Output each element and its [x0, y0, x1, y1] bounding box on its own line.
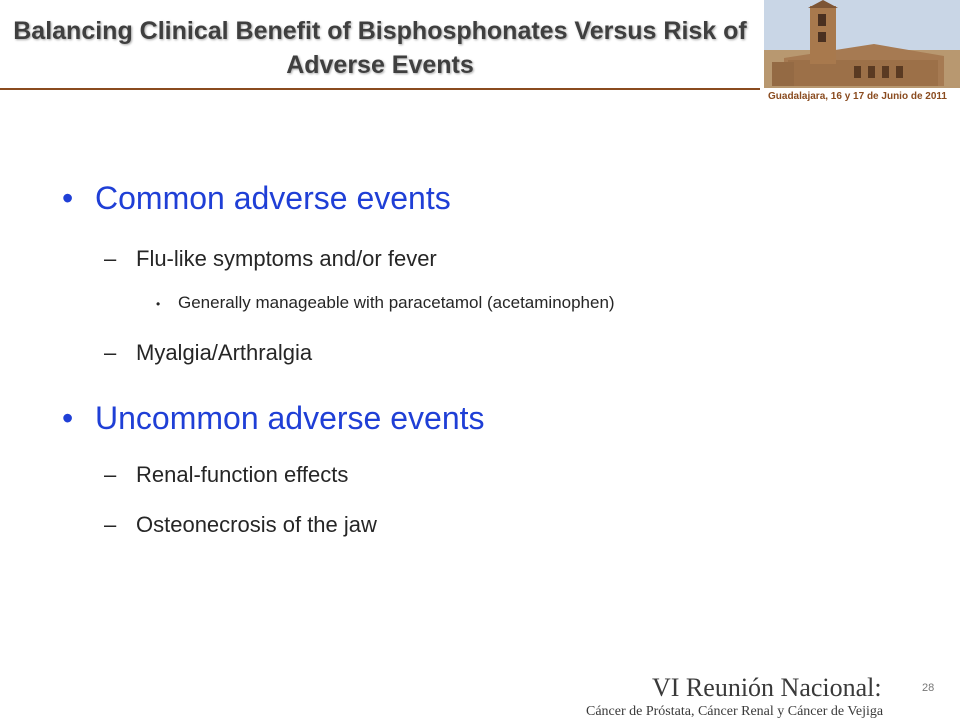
- footer-title: VI Reunión Nacional:: [652, 673, 882, 702]
- footer-subtitle: Cáncer de Próstata, Cáncer Renal y Cáncer de Vejiga: [586, 704, 884, 719]
- page-number: 28: [922, 682, 935, 694]
- logo-caption: Guadalajara, 16 y 17 de Junio de 2011: [768, 91, 947, 102]
- footer-logo: [560, 668, 960, 720]
- slide-title: Balancing Clinical Benefit of Bisphosphonates Versus Risk of Adverse Events: [13, 17, 747, 79]
